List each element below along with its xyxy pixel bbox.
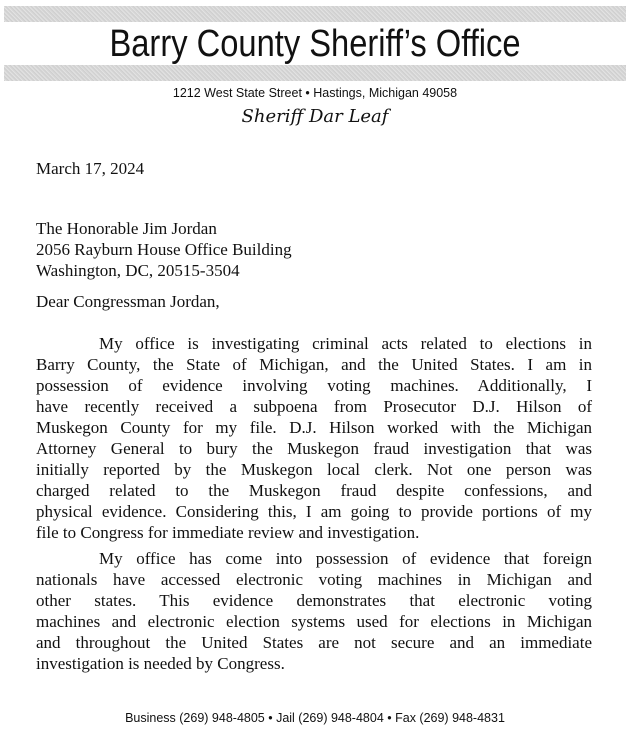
letterhead-top-bar — [4, 6, 626, 22]
recipient-line: 2056 Rayburn House Office Building — [36, 240, 292, 259]
letter-date: March 17, 2024 — [36, 159, 145, 178]
paragraph-line: have recently received a subpoena from Prosecutor D.J. Hilson of — [36, 397, 592, 416]
paragraph-line: file to Congress for immediate review and investigation. — [36, 523, 420, 542]
paragraph-line: investigation is needed by Congress. — [36, 654, 285, 673]
recipient-line: Washington, DC, 20515-3504 — [36, 261, 240, 280]
letterhead-footer-contacts: Business (269) 948-4805 • Jail (269) 948-4804 • Fax (269) 948-4831 — [125, 711, 505, 725]
recipient-address — [36, 218, 592, 281]
salutation: Dear Congressman Jordan, — [36, 292, 220, 311]
paragraph-line: Muskegon County for my file. D.J. Hilson worked with the Michigan — [36, 418, 592, 437]
letterhead-bottom-bar — [4, 65, 626, 81]
paragraph-line: nationals have accessed electronic voting machines in Michigan and — [36, 570, 592, 589]
sheriff-name: Sheriff Dar Leaf — [241, 106, 389, 127]
paragraph-line: and throughout the United States are not secure and an immediate — [36, 633, 592, 652]
paragraph-line: My office has come into possession of evidence that foreign — [99, 549, 592, 568]
paragraph-1 — [36, 333, 592, 543]
recipient-line: The Honorable Jim Jordan — [36, 219, 217, 238]
paragraph-line: physical evidence. Considering this, I am going to provide portions of my — [36, 502, 592, 521]
letterhead-address: 1212 West State Street • Hastings, Michigan 49058 — [172, 86, 458, 100]
letterhead-title-text: Barry County Sheriff’s Office — [109, 23, 521, 65]
paragraph-line: possession of evidence involving voting machines. Additionally, I — [36, 376, 592, 395]
paragraph-2 — [36, 548, 592, 674]
paragraph-line: Attorney General to bury the Muskegon fraud investigation that was — [36, 439, 592, 458]
letterhead-title — [0, 22, 630, 66]
paragraph-line: My office is investigating criminal acts related to elections in — [99, 334, 592, 353]
paragraph-line: initially reported by the Muskegon local clerk. Not one person was — [36, 460, 592, 479]
paragraph-line: charged related to the Muskegon fraud despite confessions, and — [36, 481, 592, 500]
paragraph-line: machines and electronic election systems used for elections in Michigan — [36, 612, 592, 631]
paragraph-line: Barry County, the State of Michigan, and the United States. I am in — [36, 355, 592, 374]
paragraph-line: other states. This evidence demonstrates that electronic voting — [36, 591, 592, 610]
